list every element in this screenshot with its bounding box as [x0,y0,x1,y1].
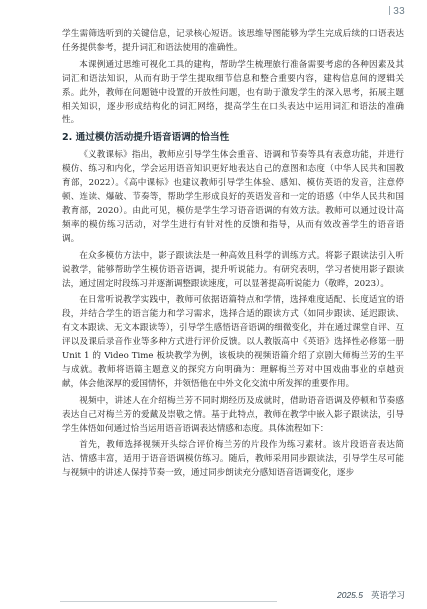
paragraph: 学生需筛选听到的关键信息，记录核心短语。该思维导图能够为学生完成后续的口语表达任务提供参考，提升词汇和语法使用的准确性。 [62,29,404,53]
section-heading: 2. 通过模仿活动提升语音语调的恰当性 [62,132,230,144]
paragraph: 在众多模仿方法中，影子跟读法是一种高效且科学的训练方式。将影子跟读法引入听说教学，能够帮助学生模仿语音语调，提升听说能力。有研究表明，学习者使用影子跟读法，通过固定时段练习并逐渐调整跟读速度，可以显著提高听说能力（敬晔，2023）。 [62,250,404,289]
article-body [62,28,404,484]
footer [337,589,405,601]
paragraph: 本课例通过思维可视化工具的建构，帮助学生梳理旅行准备需要考虑的各种因素及其词汇和语法知识，从而有助于学生提取细节信息和整合重要内容，建构信息间的逻辑关系。此外，教师在问题链中设置的开放性问题，也有助于激发学生的深入思考，拓展主题相关知识，逐步形成结构化的词汇网络，提高学生在口头表达中运用词汇和语法的准确性。 [62,59,404,126]
page-number-divider [389,6,390,15]
page-number-value: 33 [393,6,405,17]
page-number [389,6,405,17]
journal-name: 英语学习 [370,590,405,600]
paragraph: 首先，教师选择视频开头综合评价梅兰芳的片段作为练习素材。该片段语音表达简洁、情感丰富，适用于语音语调模仿练习。随后，教师采用同步跟读法，引导学生尽可能与视频中的讲述人保持节奏一致，通过同步朗读充分感知语音语调变化，逐步 [62,440,404,479]
issue-number: 2025.5 [336,590,363,600]
paragraph: 《义教课标》指出，教师应引导学生体会重音、语调和节奏等具有表意功能，并进行模仿、练习和内化，学会运用语音知识更好地表达自己的意图和态度（中华人民共和国教育部，2022）。《高中课标》也建议教师引导学生体验、感知、模仿英语的发音，注意停顿、连读、爆破、节奏等，帮助学生形成良好的英语发音和一定的语感（中华人民共和国教育部，2020）。由此可见，模仿是学生学习语音语调的有效方法。教师可以通过设计高频率的模仿练习活动，对学生进行有针对性的反馈和指导，从而有效改善学生的语音语调。 [62,150,404,244]
footer-divider [60,601,277,602]
paragraph: 在日常听说教学实践中，教师可依据语篇特点和学情，选择难度适配、长度适宜的语段，并结合学生的语言能力和学习需求，选择合适的跟读方式（如同步跟读、延迟跟读、有文本跟读、无文本跟读等），引导学生感悟语音语调的细微变化，并在通过课堂自评、互评以及课后录音作业等多种方式进行评价反馈。以人教版高中《英语》选择性必修第一册 Unit 1 的 Video Time 板块教学为例，该板块的视频语篇介绍了京剧大师梅兰芳的生平与成就。教师将语篇主题意义的探究方向明确为：理解梅兰芳对中国戏曲事业的卓越贡献，体会他深厚的爱国情怀，并领悟他在中外文化交流中所发挥的重要作用。 [62,295,404,389]
paragraph: 视频中，讲述人在介绍梅兰芳不同时期经历及成就时，借助语音语调及停顿和节奏感表达自己对梅兰芳的爱戴及崇敬之情。基于此特点，教师在教学中嵌入影子跟读法，引导学生体悟如何通过恰当运用语音语调表达情感和态度。具体流程如下： [62,395,404,434]
